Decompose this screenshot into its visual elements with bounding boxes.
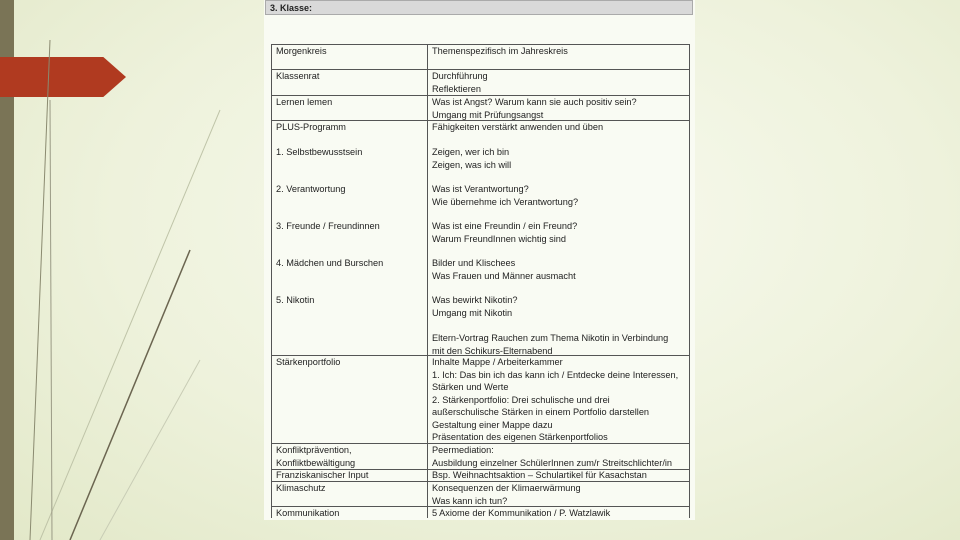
cell-right: Stärken und Werte xyxy=(432,382,509,392)
cell-right: Bsp. Weihnachtsaktion – Schulartikel für Kasachstan xyxy=(432,470,647,480)
cell-left: 4. Mädchen und Burschen xyxy=(276,258,384,268)
cell-left: Konfliktprävention, xyxy=(276,445,352,455)
cell-left: Lernen lemen xyxy=(276,97,333,107)
table-row-divider xyxy=(271,355,689,356)
cell-left: 1. Selbstbewusstsein xyxy=(276,147,363,157)
table-row-divider xyxy=(271,481,689,482)
cell-right: Was kann ich tun? xyxy=(432,495,508,506)
cell-right: Warum FreundInnen wichtig sind xyxy=(432,233,566,244)
cell-right: außerschulische Stärken in einem Portfolio darstellen xyxy=(432,407,650,417)
cell-right: Was ist Angst? Warum kann sie auch positiv sein? xyxy=(432,97,637,107)
cell-left: Stärkenportfolio xyxy=(276,357,341,367)
cell-right: Gestaltung einer Mappe dazu xyxy=(432,419,553,430)
cell-right: 1. Ich: Das bin ich das kann ich / Entdecke deine Interessen, xyxy=(432,369,679,380)
cell-left: Konfliktbewältigung xyxy=(276,457,356,468)
decorative-lines xyxy=(0,0,260,540)
cell-right: Zeigen, was ich will xyxy=(432,159,512,170)
cell-right: Peermediation: xyxy=(432,445,494,455)
table-border-right xyxy=(689,44,690,518)
table-row-divider xyxy=(271,469,689,470)
cell-right: Zeigen, wer ich bin xyxy=(432,147,510,157)
cell-right: 2. Stärkenportfolio: Drei schulische und drei xyxy=(432,394,610,405)
cell-right: 5 Axiome der Kommunikation / P. Watzlawik xyxy=(432,508,611,518)
table-column-divider xyxy=(427,44,428,518)
cell-right: Durchführung xyxy=(432,71,488,81)
cell-right: Präsentation des eigenen Stärkenportfolios xyxy=(432,432,608,442)
cell-left: Klassenrat xyxy=(276,71,320,81)
cell-left: Morgenkreis xyxy=(276,46,327,56)
cell-left: Kommunikation xyxy=(276,508,340,518)
cell-left: 3. Freunde / Freundinnen xyxy=(276,221,380,231)
cell-right: Wie übernehme ich Verantwortung? xyxy=(432,196,579,207)
cell-left: PLUS-Programm xyxy=(276,122,346,132)
cell-right: Fähigkeiten verstärkt anwenden und üben xyxy=(432,122,604,132)
table-row-divider xyxy=(271,120,689,121)
cell-left: 2. Verantwortung xyxy=(276,184,346,194)
cell-right: Was ist Verantwortung? xyxy=(432,184,529,194)
cell-right: Umgang mit Prüfungsangst xyxy=(432,109,544,120)
table-row-divider xyxy=(271,69,689,70)
cell-right: Konsequenzen der Klimaerwärmung xyxy=(432,483,581,493)
table-row-divider xyxy=(271,443,689,444)
cell-right: Themenspezifisch im Jahreskreis xyxy=(432,46,568,56)
cell-right: Inhalte Mappe / Arbeiterkammer xyxy=(432,357,563,367)
table-row-divider xyxy=(271,44,689,45)
cell-left: Klimaschutz xyxy=(276,483,326,493)
cell-right: Was bewirkt Nikotin? xyxy=(432,295,518,305)
cell-right: mit den Schikurs-Elternabend xyxy=(432,345,553,356)
cell-right: Was ist eine Freundin / ein Freund? xyxy=(432,221,578,231)
slide-title: 3. Klasse: xyxy=(265,0,693,15)
cell-right: Eltern-Vortrag Rauchen zum Thema Nikotin in Verbindung xyxy=(432,333,669,343)
table-row-divider xyxy=(271,506,689,507)
cell-right: Was Frauen und Männer ausmacht xyxy=(432,270,576,281)
cell-left: Franziskanischer Input xyxy=(276,470,369,480)
cell-left: 5. Nikotin xyxy=(276,295,315,305)
table-border-left xyxy=(271,44,272,518)
cell-right: Reflektieren xyxy=(432,83,482,94)
cell-right: Umgang mit Nikotin xyxy=(432,307,513,318)
table-row-divider xyxy=(271,95,689,96)
cell-right: Bilder und Klischees xyxy=(432,258,516,268)
cell-right: Ausbildung einzelner SchülerInnen zum/r Streitschlichter/in xyxy=(432,457,673,468)
